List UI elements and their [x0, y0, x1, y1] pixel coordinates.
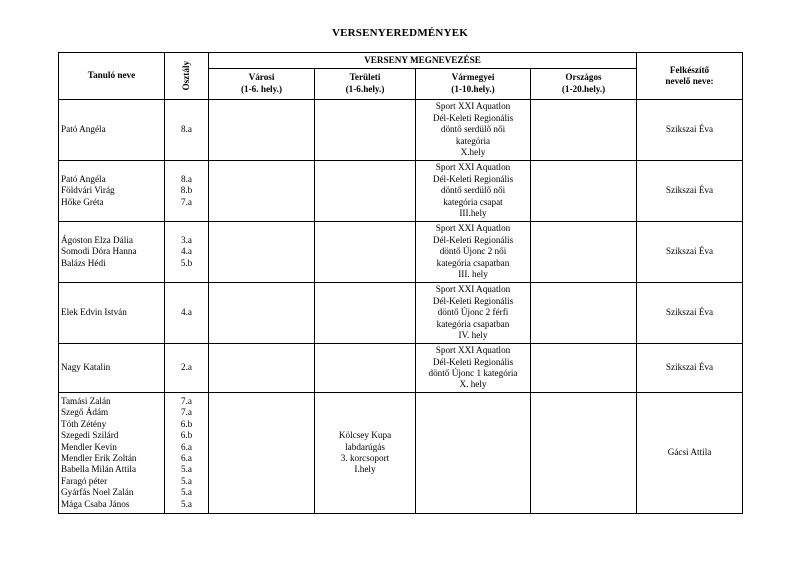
header-regional [315, 68, 416, 99]
student-names-line: Somodi Dóra Hanna [61, 246, 137, 257]
student-names [59, 161, 165, 222]
county-result [416, 283, 531, 344]
table-row [59, 222, 743, 283]
county-result-line: III.hely [459, 208, 487, 219]
teacher-name: Szikszai Éva [637, 100, 743, 161]
results-body [59, 100, 743, 514]
student-names-line: Balázs Hédi [61, 257, 106, 268]
city-result [209, 161, 315, 222]
student-classes [165, 344, 209, 393]
county-result-line: Dél-Keleti Regionális [432, 234, 514, 245]
table-row [59, 344, 743, 393]
student-classes-line: 6.b [180, 418, 193, 429]
student-names-line: Tóth Zétény [61, 418, 107, 429]
county-result-line: Dél-Keleti Regionális [432, 295, 514, 306]
student-names-line: Mága Csaba János [61, 498, 130, 509]
student-classes-line: 8.a [181, 124, 192, 135]
student-names-line: Ágoston Elza Dália [61, 234, 133, 245]
header-teacher [637, 53, 743, 100]
county-result [416, 393, 531, 514]
regional-result [315, 161, 416, 222]
county-result-line: kategória csapat [443, 196, 503, 207]
county-result-line: Sport XXI Aquatlon [435, 345, 511, 356]
county-result-line: X.hely [460, 147, 486, 158]
student-names-line: Elek Edvin István [61, 307, 127, 318]
county-result-line: döntő Újonc 1 kategória [428, 368, 518, 378]
student-names [59, 393, 165, 514]
student-names-line: Mendler Kevin [61, 441, 117, 452]
student-classes-line: 3.a [181, 234, 192, 245]
teacher-name: Szikszai Éva [637, 222, 743, 283]
student-classes-line: 5.a [181, 487, 192, 498]
city-result [209, 344, 315, 393]
header-national [531, 68, 637, 99]
student-classes [165, 393, 209, 514]
student-classes [165, 222, 209, 283]
county-result-line: Dél-Keleti Regionális [432, 173, 514, 184]
county-result-line: III. hely [458, 269, 488, 280]
student-names [59, 222, 165, 283]
student-names-line: Pató Angéla [61, 173, 106, 184]
teacher-name: Szikszai Éva [637, 283, 743, 344]
student-names-line: Földvári Virág [61, 185, 115, 196]
student-classes-line: 7.a [181, 407, 192, 418]
regional-result-line: labdarúgás [345, 441, 385, 452]
student-classes-line: 6.a [181, 453, 192, 463]
national-result [531, 283, 637, 344]
header-county [416, 68, 531, 99]
student-classes-line: 5.a [181, 475, 192, 486]
national-result [531, 100, 637, 161]
student-names-line: Gyárfás Noel Zalán [61, 487, 134, 498]
county-result [416, 100, 531, 161]
student-names-line: Szegő Ádám [61, 407, 109, 418]
city-result [209, 222, 315, 283]
student-classes [165, 100, 209, 161]
teacher-name: Szikszai Éva [637, 161, 743, 222]
student-classes-line: 7.a [181, 395, 192, 406]
county-result-line: Sport XXI Aquatlon [435, 162, 511, 173]
header-city-label: Városi [248, 72, 275, 83]
county-result-line: döntő Újonc 2 férfi [437, 307, 509, 318]
student-classes-line: 8.a [181, 173, 192, 184]
county-result [416, 222, 531, 283]
teacher-name: Gácsi Attila [637, 393, 743, 514]
table-row [59, 393, 743, 514]
header-regional-label: Területi [349, 72, 381, 83]
header-national-range: (1-20.hely.) [561, 83, 606, 94]
student-classes-line: 2.a [181, 362, 192, 373]
page-title: VERSENYEREDMÉNYEK [331, 27, 469, 39]
county-result-line: kategória csapatban [436, 318, 510, 329]
student-classes [165, 283, 209, 344]
regional-result [315, 222, 416, 283]
national-result [531, 344, 637, 393]
county-result [416, 344, 531, 393]
county-result-line: X. hely [459, 379, 487, 390]
student-names-line: Mendler Erik Zoltán [61, 453, 137, 463]
county-result-line: Sport XXI Aquatlon [435, 223, 511, 234]
county-result-line: döntő serdülő női [440, 185, 506, 196]
header-class-label: Osztály [180, 61, 191, 91]
county-result-line: döntő Újonc 2 női [439, 246, 507, 257]
student-names-line: Szegedi Szilárd [61, 430, 119, 441]
header-teacher-line-2: nevelő neve: [665, 76, 714, 86]
header-national-label: Országos [565, 72, 602, 83]
regional-result [315, 283, 416, 344]
student-classes-line: 6.b [180, 430, 193, 441]
table-row [59, 100, 743, 161]
student-names-line: Nagy Katalin [61, 362, 111, 373]
county-result-line: Dél-Keleti Regionális [432, 356, 514, 367]
student-names-line: Babella Milán Attila [61, 464, 137, 475]
student-classes-line: 8.b [180, 185, 193, 196]
county-result-line: Sport XXI Aquatlon [435, 101, 511, 112]
national-result [531, 393, 637, 514]
header-teacher-line-1: Felkészítő [669, 64, 710, 75]
county-result-line: Dél-Keleti Regionális [432, 112, 514, 123]
header-city-range: (1-6. hely.) [240, 83, 283, 94]
student-classes-line: 5.b [180, 257, 193, 268]
regional-result-line: Kölcsey Kupa [338, 430, 392, 441]
student-classes [165, 161, 209, 222]
header-county-label: Vármegyei [451, 72, 495, 83]
table-row [59, 283, 743, 344]
national-result [531, 161, 637, 222]
header-student: Tanuló neve [59, 53, 165, 100]
header-class [165, 53, 209, 100]
teacher-name: Szikszai Éva [637, 344, 743, 393]
student-classes-line: 4.a [181, 307, 192, 318]
results-table [58, 52, 743, 514]
county-result-line: Sport XXI Aquatlon [435, 284, 511, 295]
student-classes-line: 7.a [181, 196, 192, 207]
county-result-line: döntő serdülő női [440, 124, 506, 135]
header-county-range: (1-10.hely.) [451, 83, 495, 94]
student-names-line: Pató Angéla [61, 124, 106, 135]
city-result [209, 283, 315, 344]
student-classes-line: 5.a [181, 498, 192, 509]
regional-result [315, 393, 416, 514]
county-result-line: kategória [455, 135, 491, 146]
header-regional-range: (1-6.hely.) [345, 83, 385, 94]
student-names [59, 283, 165, 344]
county-result-line: kategória csapatban [436, 257, 510, 268]
student-names [59, 344, 165, 393]
regional-result [315, 100, 416, 161]
header-city [209, 68, 315, 99]
student-classes-line: 5.a [181, 464, 192, 475]
national-result [531, 222, 637, 283]
county-result-line: IV. hely [458, 330, 488, 341]
header-competition: VERSENY MEGNEVEZÉSE [209, 53, 637, 69]
table-row [59, 161, 743, 222]
city-result [209, 100, 315, 161]
student-classes-line: 6.a [181, 441, 192, 452]
student-names-line: Tamási Zalán [61, 395, 111, 406]
student-classes-line: 4.a [181, 246, 192, 257]
regional-result [315, 344, 416, 393]
student-names [59, 100, 165, 161]
student-names-line: Hőke Gréta [61, 196, 104, 207]
city-result [209, 393, 315, 514]
regional-result-line: 3. korcsoport [340, 453, 390, 463]
regional-result-line: I.hely [354, 464, 376, 475]
student-names-line: Faragó péter [61, 475, 108, 486]
county-result [416, 161, 531, 222]
